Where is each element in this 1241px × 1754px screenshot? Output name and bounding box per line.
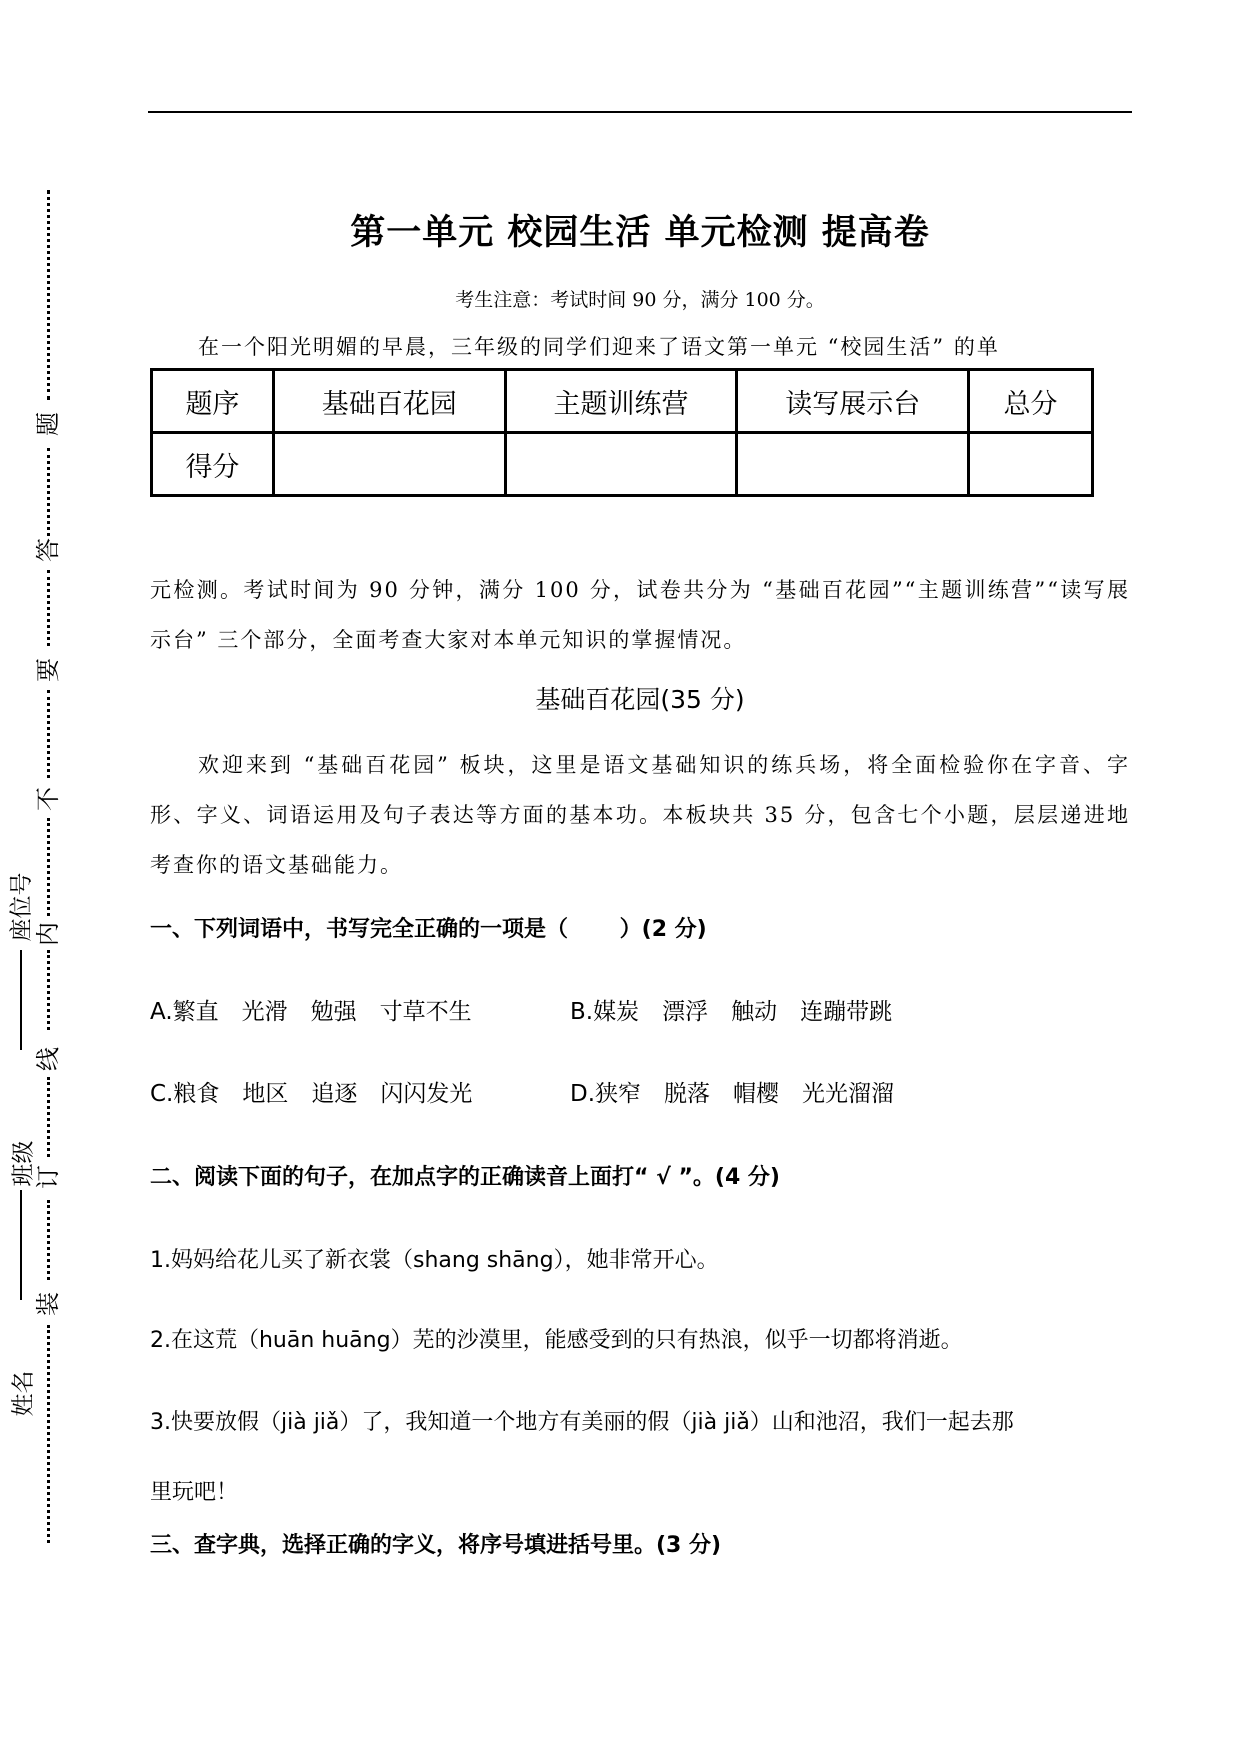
- question-2-item: 2.在这荒（huān huāng）芜的沙漠里，能感受到的只有热浪，似乎一切都将消逝。: [150, 1328, 963, 1353]
- question-1-option-b: B.媒炭 漂浮 触动 连蹦带跳: [570, 999, 893, 1025]
- question-2-item: 1.妈妈给花儿买了新衣裳（shang shāng），她非常开心。: [150, 1248, 719, 1273]
- score-cell-theme[interactable]: [505, 433, 737, 496]
- section-title: 基础百花园(35 分): [535, 685, 745, 714]
- score-header-cell: 读写展示台: [737, 370, 969, 433]
- intro-paragraph-line2: 元检测。考试时间为 90 分钟，满分 100 分，试卷共分为 “基础百花园”“主题训练营”“读写展示台” 三个部分，全面考查大家对本单元知识的掌握情况。: [150, 578, 1130, 652]
- binding-char: 要: [34, 658, 62, 682]
- intro-paragraph-line1: 在一个阳光明媚的早晨，三年级的同学们迎来了语文第一单元 “校园生活” 的单: [198, 335, 1000, 359]
- binding-char: 题: [34, 412, 62, 436]
- binding-margin: [0, 0, 80, 1754]
- question-1-option-a: A.繁直 光滑 勉强 寸草不生: [150, 999, 472, 1025]
- score-cell-total[interactable]: [969, 433, 1093, 496]
- score-table-header-row: [152, 370, 1093, 433]
- class-label: 班级: [10, 1140, 37, 1187]
- score-header-cell: 总分: [969, 370, 1093, 433]
- binding-char: 内: [34, 922, 62, 946]
- question-2-item: 3.快要放假（jià jiǎ）了，我知道一个地方有美丽的假（jià jiǎ）山和池沼，我们一起去那: [150, 1410, 1014, 1435]
- binding-dots: [47, 1325, 50, 1543]
- binding-dots: [47, 570, 50, 646]
- name-label: 姓名: [10, 1370, 37, 1417]
- score-row-label: 得分: [152, 433, 274, 496]
- question-2-item-continued: 里玩吧！: [150, 1480, 239, 1505]
- question-2-stem: 二、阅读下面的句子，在加点字的正确读音上面打“ √ ”。(4 分): [150, 1165, 780, 1190]
- score-header-cell: 基础百花园: [273, 370, 505, 433]
- binding-dots: [47, 448, 50, 536]
- question-1-option-d: D.狭窄 脱落 帽樱 光光溜溜: [570, 1081, 895, 1107]
- binding-char: 不: [34, 787, 62, 811]
- score-cell-basics[interactable]: [273, 433, 505, 496]
- binding-dots: [47, 190, 50, 400]
- score-header-cell: 主题训练营: [505, 370, 737, 433]
- binding-char: 线: [34, 1047, 62, 1071]
- header-rule: [148, 111, 1132, 113]
- exam-notice: 考生注意：考试时间 90 分，满分 100 分。: [455, 289, 825, 311]
- binding-char: 订: [34, 1165, 62, 1189]
- binding-dots: [47, 950, 50, 1030]
- class-write-line[interactable]: [20, 950, 22, 1050]
- seat-number-label: 座位号: [8, 872, 35, 942]
- page-title: 第一单元 校园生活 单元检测 提高卷: [350, 213, 930, 253]
- binding-char: 装: [34, 1292, 62, 1316]
- binding-dots: [47, 818, 50, 916]
- binding-dots: [47, 690, 50, 778]
- section-intro: 欢迎来到 “基础百花园” 板块，这里是语文基础知识的练兵场，将全面检验你在字音、字形、字义、词语运用及句子表达等方面的基本功。本板块共 35 分，包含七个小题，层层递进地考查你的语文基础能力。: [150, 753, 1130, 877]
- score-table-score-row: [152, 433, 1093, 496]
- score-table: [150, 368, 1094, 497]
- name-write-line[interactable]: [20, 1190, 22, 1300]
- score-cell-reading-writing[interactable]: [737, 433, 969, 496]
- binding-dots: [47, 1077, 50, 1157]
- question-1-option-c: C.粮食 地区 追逐 闪闪发光: [150, 1081, 473, 1107]
- question-1-stem: 一、下列词语中，书写完全正确的一项是（ ）(2 分): [150, 917, 707, 942]
- binding-char: 答: [34, 538, 62, 562]
- question-3-stem: 三、查字典，选择正确的字义，将序号填进括号里。(3 分): [150, 1533, 722, 1558]
- score-header-cell: 题序: [152, 370, 274, 433]
- binding-dots: [47, 1200, 50, 1280]
